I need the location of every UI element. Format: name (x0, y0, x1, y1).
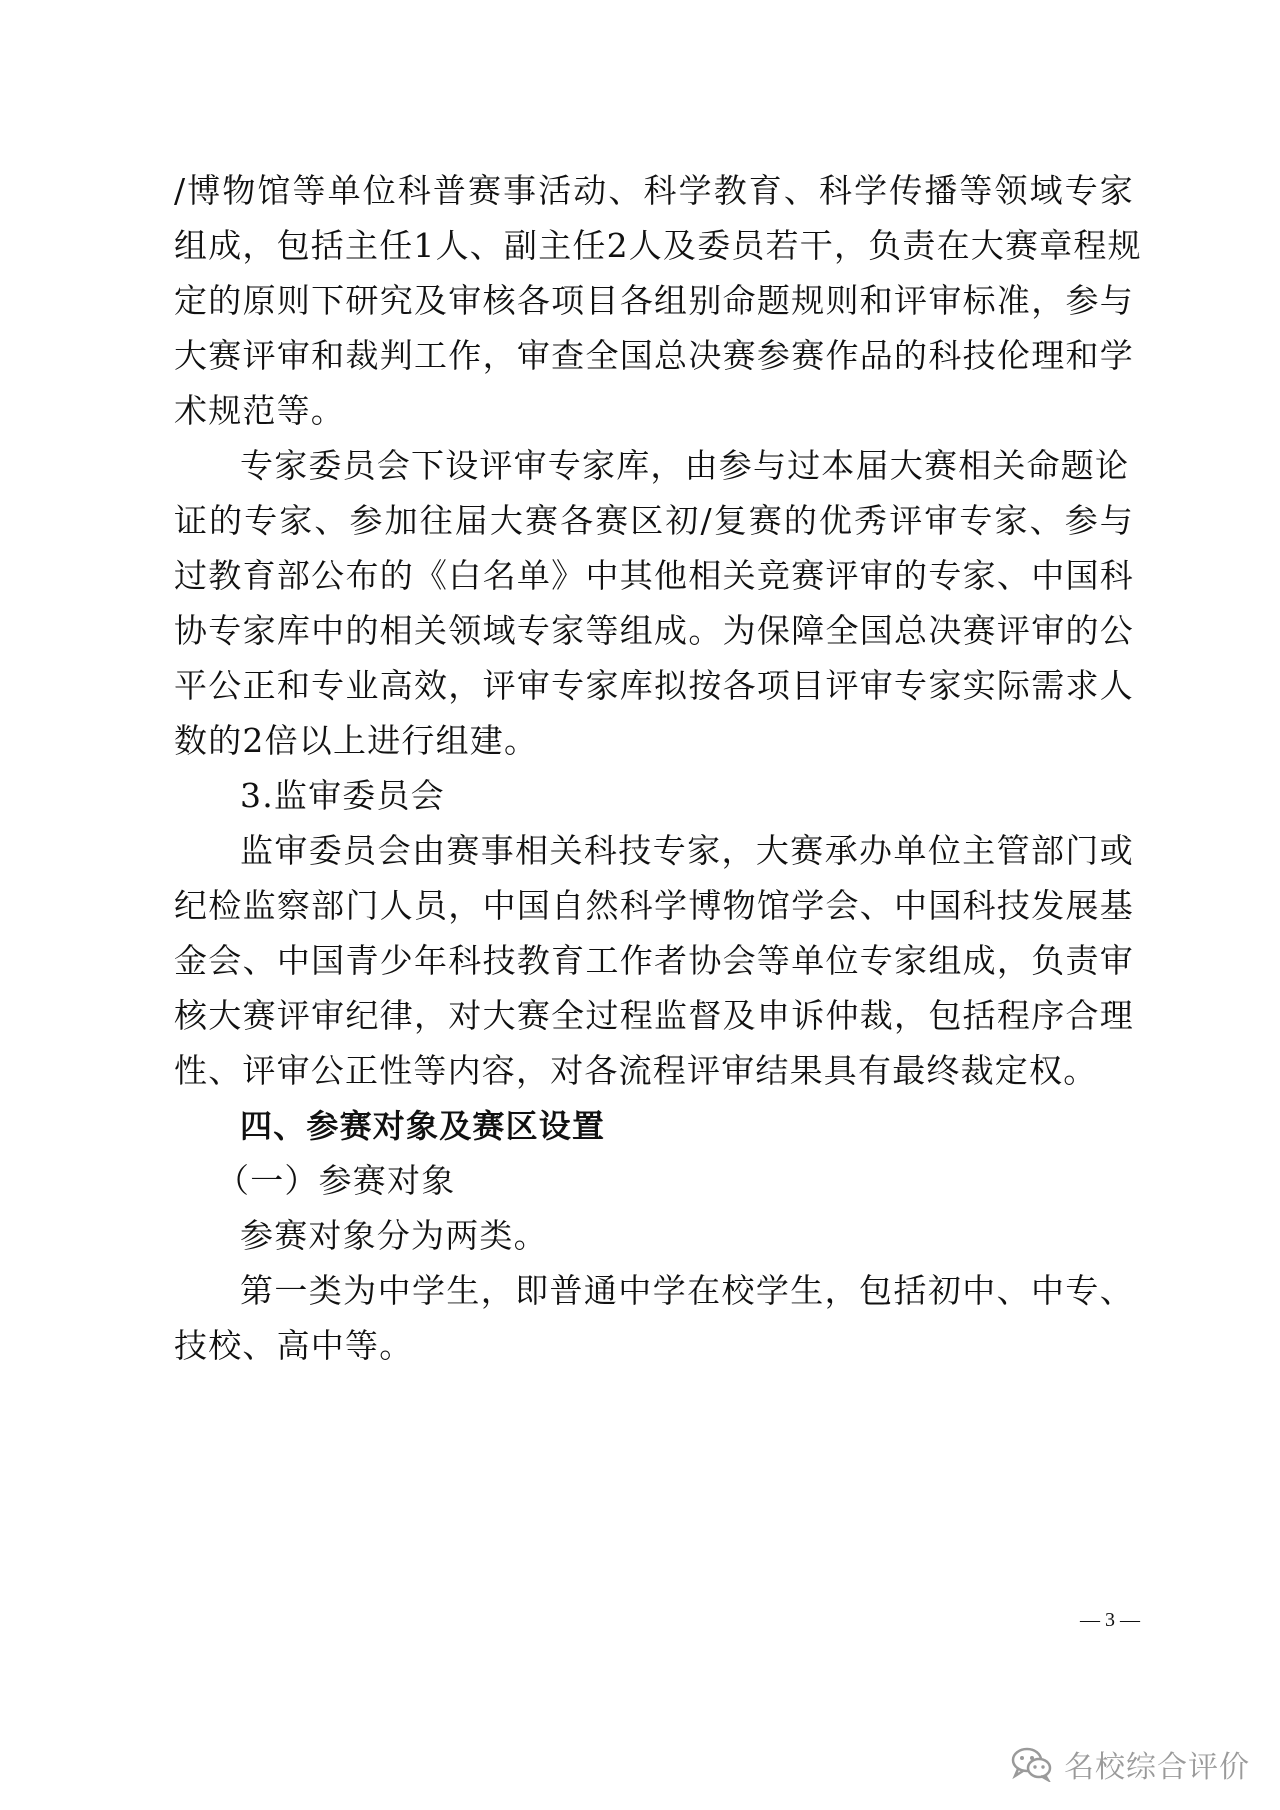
watermark (1010, 1742, 1250, 1786)
body-line-17: 性、评审公正性等内容，对各流程评审结果具有最终裁定权。 (174, 1051, 1098, 1090)
body-line-15: 金会、中国青少年科技教育工作者协会等单位专家组成，负责审 (174, 941, 1134, 980)
body-line-1: /博物馆等单位科普赛事活动、科学教育、科学传播等领域专家 (174, 171, 1134, 210)
body-line-10: 平公正和专业高效，评审专家库拟按各项目评审专家实际需求人 (174, 666, 1134, 705)
body-line-7: 证的专家、参加往届大赛各赛区初/复赛的优秀评审专家、参与 (174, 501, 1134, 540)
page-number: — 3 — (1080, 1609, 1140, 1631)
body-line-11: 数的2倍以上进行组建。 (174, 721, 539, 760)
subsection-title-participants: （一）参赛对象 (216, 1161, 456, 1200)
body-line-21: 第一类为中学生，即普通中学在校学生，包括初中、中专、 (240, 1271, 1134, 1310)
body-line-16: 核大赛评审纪律，对大赛全过程监督及申诉仲裁，包括程序合理 (174, 996, 1134, 1035)
body-line-8: 过教育部公布的《白名单》中其他相关竞赛评审的专家、中国科 (174, 556, 1134, 595)
wechat-icon (1010, 1746, 1054, 1782)
paragraph-start-supervision: 监审委员会由赛事相关科技专家，大赛承办单位主管部门或 (240, 831, 1134, 870)
body-line-2: 组成，包括主任1人、副主任2人及委员若干，负责在大赛章程规 (174, 226, 1142, 265)
subsection-title-supervision: 3.监审委员会 (240, 776, 445, 815)
body-line-9: 协专家库中的相关领域专家等组成。为保障全国总决赛评审的公 (174, 611, 1134, 650)
body-line-4: 大赛评审和裁判工作，审查全国总决赛参赛作品的科技伦理和学 (174, 336, 1134, 375)
body-line-22: 技校、高中等。 (174, 1326, 414, 1365)
body-line-14: 纪检监察部门人员，中国自然科学博物馆学会、中国科技发展基 (174, 886, 1134, 925)
section-heading: 四、参赛对象及赛区设置 (240, 1107, 606, 1145)
watermark-text: 名校综合评价 (1064, 1750, 1250, 1785)
body-line-5: 术规范等。 (174, 391, 345, 430)
paragraph-start-expert-pool: 专家委员会下设评审专家库，由参与过本届大赛相关命题论 (240, 446, 1130, 485)
body-line-3: 定的原则下研究及审核各项目各组别命题规则和评审标准，参与 (174, 281, 1134, 320)
body-line-20: 参赛对象分为两类。 (240, 1216, 548, 1255)
